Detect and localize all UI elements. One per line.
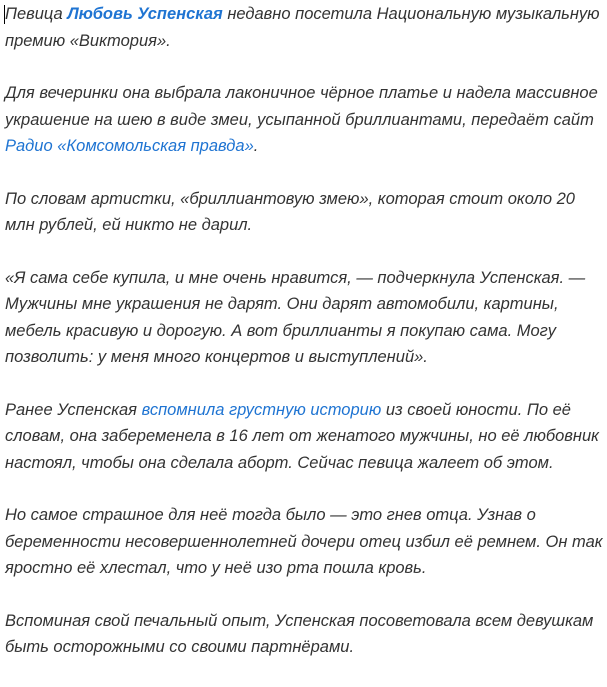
paragraph-1-text-before: Певица bbox=[5, 5, 68, 23]
paragraph-5 bbox=[5, 397, 603, 477]
paragraph-3: По словам артистки, «бриллиантовую змею», которая стоит около 20 млн рублей, ей никто не дарил. bbox=[5, 189, 575, 234]
paragraph-1-text-after: недавно посетила Национальную музыкальную премию «Виктория». bbox=[5, 5, 600, 50]
paragraph-6: Но самое страшное для неё тогда было — это гнев отца. Узнав о беременности несовершеннолетней дочери отец избил её ремнем. Он так яростно её хлестал, что у неё изо рта пошла кровь. bbox=[5, 506, 603, 577]
paragraph-2-text-after: . bbox=[253, 137, 259, 155]
radio-kp-link[interactable]: Радио «Комсомольская правда» bbox=[5, 137, 254, 155]
paragraph-5-text-after: из своей юности. По её словам, она забеременела в 16 лет от женатого мужчины, но её любовник настоял, чтобы она сделала аборт. Сейчас певица жалеет об этом. bbox=[5, 400, 599, 472]
singer-name-link[interactable]: Любовь Успенская bbox=[67, 5, 223, 23]
sad-story-link[interactable]: вспомнила грустную историю bbox=[141, 400, 382, 419]
article-body bbox=[5, 0, 603, 687]
paragraph-2 bbox=[5, 80, 603, 160]
paragraph-2-text-before: Для вечеринки она выбрала лаконичное чёрное платье и надела массивное украшение на шею в виде змеи, усыпанной бриллиантами, передаёт сайт bbox=[5, 84, 598, 129]
paragraph-4: «Я сама себе купила, и мне очень нравится, — подчеркнула Успенская. — Мужчины мне украшения не дарят. Они дарят автомобили, картины, мебель красивую и дорогую. А вот бриллианты я покупаю сама. Могу позволить: у меня много концертов и выступлений». bbox=[5, 268, 586, 366]
paragraph-1 bbox=[5, 1, 603, 54]
paragraph-5-text-before: Ранее Успенская bbox=[5, 400, 142, 419]
paragraph-7: Вспоминая свой печальный опыт, Успенская посоветовала всем девушкам быть осторожными со своими партнёрами. bbox=[5, 611, 594, 656]
